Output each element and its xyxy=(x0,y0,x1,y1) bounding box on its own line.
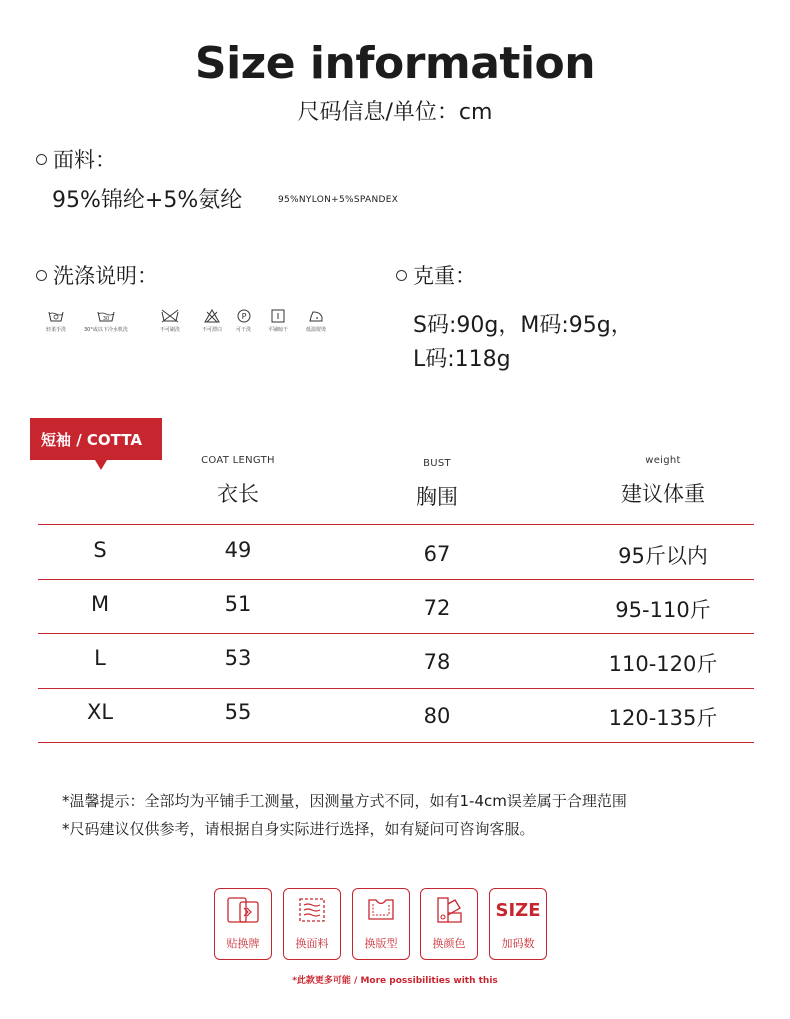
table-divider xyxy=(38,579,754,580)
wash-30-icon: 30 30°或以下冷水机洗 xyxy=(84,309,128,333)
size-cell: XL xyxy=(86,700,114,724)
page-subtitle: 尺码信息/单位：cm xyxy=(297,100,493,125)
weight-cell: 95斤以内 xyxy=(618,544,708,568)
weight-cell: 120-135斤 xyxy=(608,706,718,730)
svg-text:P: P xyxy=(241,312,246,321)
column-header-weight: weight 建议体重 xyxy=(621,455,705,506)
garment-pattern-icon xyxy=(364,889,398,931)
dry-clean-p-icon: P 可干洗 xyxy=(236,312,252,333)
note-line-2: *尺码建议仅供参考，请根据自身实际进行选择，如有疑问可咨询客服。 xyxy=(62,820,535,838)
service-badge-fabric: 换面料 xyxy=(283,888,341,960)
length-cell: 49 xyxy=(224,538,252,562)
length-cell: 53 xyxy=(224,646,252,670)
category-tag: 短袖 / COTTA xyxy=(30,418,162,460)
table-divider xyxy=(38,524,754,525)
fabric-icon xyxy=(296,889,328,931)
table-divider xyxy=(38,688,754,689)
size-cell: S xyxy=(93,538,107,562)
weight-heading xyxy=(396,260,476,290)
color-swatch-icon xyxy=(433,889,465,931)
weight-heading-label: 克重： xyxy=(413,264,476,288)
care-heading xyxy=(36,260,158,290)
tag-pointer xyxy=(95,460,107,470)
swap-tag-icon xyxy=(226,889,260,931)
hand-wash-icon: 轻柔手洗 xyxy=(46,309,66,333)
care-heading-label: 洗涤说明： xyxy=(53,264,158,288)
table-divider xyxy=(38,742,754,743)
size-cell: M xyxy=(90,592,110,616)
page-title: Size information xyxy=(194,38,596,89)
service-badge-pattern: 换版型 xyxy=(352,888,410,960)
service-badge-swap-tag: 贴换牌 xyxy=(214,888,272,960)
table-divider xyxy=(38,633,754,634)
fabric-heading xyxy=(36,144,116,174)
bullet-circle-icon xyxy=(36,270,47,281)
weight-values xyxy=(413,309,633,377)
bust-cell: 78 xyxy=(423,650,451,674)
length-cell: 55 xyxy=(224,700,252,724)
fabric-composition-en: 95%NYLON+5%SPANDEX xyxy=(278,195,399,205)
bullet-circle-icon xyxy=(396,270,407,281)
size-cell: L xyxy=(94,646,106,670)
note-line-1: *温馨提示：全部均为平铺手工测量，因测量方式不同，如有1-4cm误差属于合理范围 xyxy=(62,792,627,810)
size-notes xyxy=(62,787,627,843)
length-cell: 51 xyxy=(224,592,252,616)
bust-cell: 67 xyxy=(423,542,451,566)
fabric-composition: 95%锦纶+5%氨纶 xyxy=(52,188,243,213)
service-badge-size: SIZE 加码数 xyxy=(489,888,547,960)
care-icons xyxy=(46,309,346,339)
fabric-heading-label: 面料： xyxy=(53,148,116,172)
weight-line-1: S码:90g，M码:95g， xyxy=(413,313,633,338)
bust-cell: 72 xyxy=(423,596,451,620)
weight-cell: 95-110斤 xyxy=(615,598,711,622)
column-header-bust: BUST 胸围 xyxy=(416,458,458,509)
weight-cell: 110-120斤 xyxy=(608,652,718,676)
size-icon: SIZE xyxy=(495,899,541,921)
low-iron-icon: 低温熨烫 xyxy=(306,309,326,333)
svg-text:30: 30 xyxy=(102,316,110,322)
bust-cell: 80 xyxy=(423,704,451,728)
dry-flat-icon: 平铺晾干 xyxy=(268,309,288,333)
footer-note: *此款更多可能 / More possibilities with this xyxy=(292,976,498,986)
bullet-circle-icon xyxy=(36,154,47,165)
no-bleach-icon: 不可漂白 xyxy=(202,309,222,333)
no-dry-clean-icon: 不可刷洗 xyxy=(160,309,180,333)
weight-line-2: L码:118g xyxy=(413,347,511,372)
column-header-length: COAT LENGTH 衣长 xyxy=(201,455,275,506)
service-badge-color: 换颜色 xyxy=(420,888,478,960)
